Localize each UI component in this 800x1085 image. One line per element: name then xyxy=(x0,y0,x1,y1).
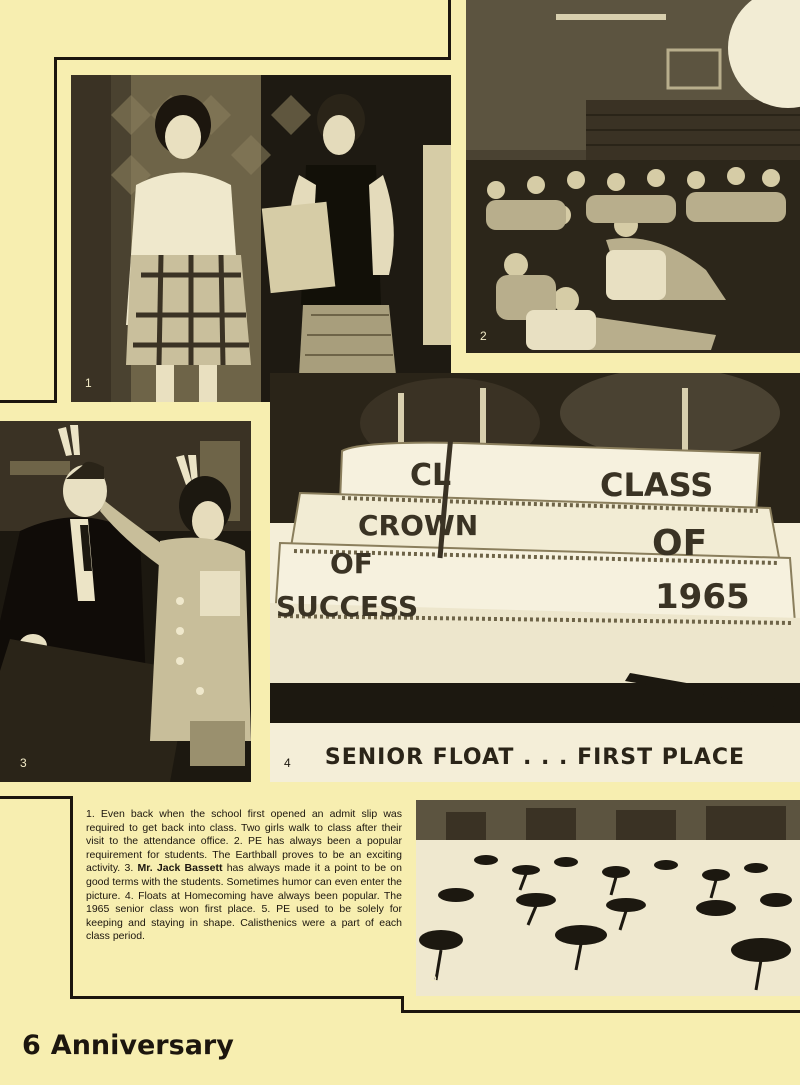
photo-number-5: 5 xyxy=(430,970,437,984)
float-line-1965: 1965 xyxy=(655,577,750,617)
frame-bottom-horizontal-a xyxy=(0,796,72,799)
photo-number-3: 3 xyxy=(20,756,27,770)
float-line-crown: CROWN xyxy=(358,509,479,542)
frame-bottom-horizontal-b xyxy=(70,996,404,999)
frame-bottom-vertical xyxy=(70,796,73,999)
frame-left-vertical xyxy=(54,57,57,403)
photo-senior-float-art xyxy=(270,373,800,782)
caption-text-part1: 1. Even back when the school first opened an admit slip was required to get back into class. Two girls walk to class after their visit to the attendance office. 2. PE has always been a popular requirement for students. The Earthball proves to be an exciting activity. 3. xyxy=(86,808,402,875)
float-line-class: CLASS xyxy=(600,466,714,504)
page-footer xyxy=(22,1030,234,1061)
frame-bottom-horizontal-c xyxy=(401,1010,800,1013)
caption-name-jack-bassett: Mr. Jack Bassett xyxy=(137,862,223,875)
photo-pe-earthball-art xyxy=(466,0,800,353)
photo-girls-attendance xyxy=(71,75,451,402)
float-line-success: SUCCESS xyxy=(276,590,419,623)
photo-jack-bassett xyxy=(0,421,251,782)
float-line-of-a: OF xyxy=(652,523,708,564)
float-word-crown-a: CL xyxy=(410,458,452,493)
frame-right-vertical-top xyxy=(448,0,451,60)
photo-number-2: 2 xyxy=(480,329,487,343)
photo-senior-float xyxy=(270,373,800,782)
photo-captions xyxy=(86,808,402,944)
frame-horizontal-mid xyxy=(0,400,57,403)
frame-horizontal-top xyxy=(54,57,451,60)
photo-calisthenics xyxy=(416,800,800,996)
float-line-of-b: OF xyxy=(330,547,373,580)
photo-jack-bassett-art xyxy=(0,421,251,782)
photo-calisthenics-art xyxy=(416,800,800,996)
photo-girls-attendance-art xyxy=(71,75,451,402)
photo-number-4: 4 xyxy=(284,756,291,770)
section-title: Anniversary xyxy=(50,1030,234,1061)
page-number: 6 xyxy=(22,1030,41,1061)
caption-text-part2: has always made it a point to be on good terms with the students. Sometimes humor can even enter the picture. 4. Floats at Homecoming have always been popular. The 1965 senior class won first place. 5. PE used to be solely for keeping and staying in shape. Calisthenics were a part of each class period. xyxy=(86,862,402,943)
photo-pe-earthball xyxy=(466,0,800,353)
photo-number-1: 1 xyxy=(85,376,92,390)
float-caption: SENIOR FLOAT . . . FIRST PLACE xyxy=(324,745,746,770)
